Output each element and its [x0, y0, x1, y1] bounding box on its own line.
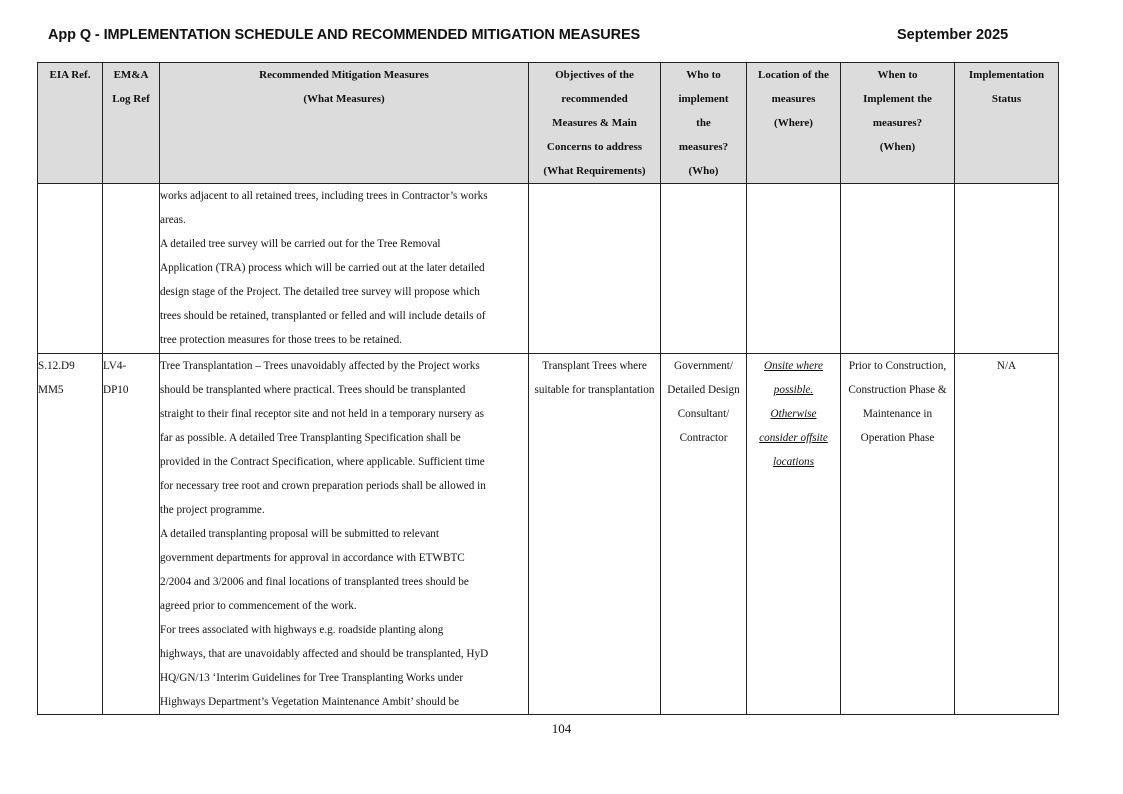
- header-objectives: [529, 63, 661, 184]
- text-line: Location of the: [758, 69, 829, 81]
- cell-log-ref: [103, 184, 160, 354]
- cell-eia-ref: [38, 354, 103, 715]
- text-line: possible.: [773, 384, 814, 396]
- text-line: EIA Ref.: [49, 69, 91, 81]
- header-where: [747, 63, 841, 184]
- text-line: (Where): [774, 117, 813, 129]
- page-number: 104: [551, 721, 572, 736]
- text-line: provided in the Contract Specification, where applicable. Sufficient time: [160, 456, 485, 468]
- text-line: Otherwise: [770, 408, 817, 420]
- text-line: (Who): [688, 165, 719, 177]
- table-row: [38, 354, 1059, 715]
- header-ema-log-ref: [103, 63, 160, 184]
- mitigation-schedule-table: [37, 62, 1059, 715]
- text-line: EM&A: [113, 69, 149, 81]
- text-line: For trees associated with highways e.g. roadside planting along: [160, 624, 444, 636]
- text-line: should be transplanted where practical. Trees should be transplanted: [160, 384, 466, 396]
- text-line: 2/2004 and 3/2006 and final locations of transplanted trees should be: [160, 576, 469, 588]
- header-implementation-status: [955, 63, 1059, 184]
- text-line: measures: [771, 93, 816, 105]
- text-line: far as possible. A detailed Tree Transplanting Specification shall be: [160, 432, 461, 444]
- text-line: trees should be retained, transplanted or felled and will include details of: [160, 310, 486, 322]
- text-line: A detailed transplanting proposal will be submitted to relevant: [160, 528, 440, 540]
- text-line: MM5: [38, 384, 64, 396]
- text-line: measures?: [872, 117, 923, 129]
- text-line: Implementation: [968, 69, 1045, 81]
- text-line: for necessary tree root and crown preparation periods shall be allowed in: [160, 480, 486, 492]
- text-line: (What Requirements): [543, 165, 646, 177]
- text-line: straight to their final receptor site and not held in a temporary nursery as: [160, 408, 485, 420]
- header-when: [841, 63, 955, 184]
- text-line: Concerns to address: [546, 141, 643, 153]
- cell-where: [747, 184, 841, 354]
- text-line: (When): [879, 141, 916, 153]
- text-line: areas.: [160, 214, 186, 226]
- text-line: Operation Phase: [860, 432, 935, 444]
- text-line: recommended: [561, 93, 628, 105]
- text-line: agreed prior to commencement of the work.: [160, 600, 357, 612]
- text-line: Detailed Design: [667, 384, 740, 396]
- text-line: When to: [877, 69, 918, 81]
- text-line: Application (TRA) process which will be carried out at the later detailed: [160, 262, 485, 274]
- cell-objectives: [529, 354, 661, 715]
- text-line: Status: [991, 93, 1022, 105]
- text-line: Objectives of the: [555, 69, 634, 81]
- header-eia-ref: [38, 63, 103, 184]
- header-who: [661, 63, 747, 184]
- table-header-row: [38, 63, 1059, 184]
- text-line: Transplant Trees where: [542, 360, 647, 372]
- cell-objectives: [529, 184, 661, 354]
- text-line: HQ/GN/13 ‘Interim Guidelines for Tree Transplanting Works under: [160, 672, 464, 684]
- header-mitigation-measures: [160, 63, 529, 184]
- text-line: Measures & Main: [552, 117, 637, 129]
- table-row: [38, 184, 1059, 354]
- text-line: (What Measures): [303, 93, 385, 105]
- cell-status: [955, 354, 1059, 715]
- text-line: highways, that are unavoidably affected and should be transplanted, HyD: [160, 648, 489, 660]
- text-line: tree protection measures for those trees to be retained.: [160, 334, 402, 346]
- text-line: Prior to Construction,: [848, 360, 947, 372]
- cell-where: [747, 354, 841, 715]
- text-line: S.12.D9: [38, 360, 75, 372]
- document-date: September 2025: [897, 27, 1009, 43]
- cell-who: [661, 354, 747, 715]
- text-line: implement: [678, 93, 729, 105]
- text-line: design stage of the Project. The detailed tree survey will propose which: [160, 286, 480, 298]
- text-line: locations: [772, 456, 815, 468]
- text-line: measures?: [678, 141, 729, 153]
- document-title: App Q - IMPLEMENTATION SCHEDULE AND RECOMMENDED MITIGATION MEASURES: [48, 27, 641, 43]
- text-line: A detailed tree survey will be carried out for the Tree Removal: [160, 238, 441, 250]
- text-line: Construction Phase &: [848, 384, 947, 396]
- text-line: consider offsite: [759, 432, 828, 444]
- text-line: the project programme.: [160, 504, 265, 516]
- cell-measures: [160, 354, 529, 715]
- text-line: Contractor: [679, 432, 728, 444]
- text-line: Onsite where: [764, 360, 823, 372]
- text-line: Recommended Mitigation Measures: [259, 69, 429, 81]
- text-line: Tree Transplantation – Trees unavoidably affected by the Project works: [160, 360, 480, 372]
- text-line: Who to: [686, 69, 721, 81]
- text-line: N/A: [996, 360, 1017, 372]
- text-line: Highways Department’s Vegetation Maintenance Ambit’ should be: [160, 696, 460, 708]
- cell-eia-ref: [38, 184, 103, 354]
- text-line: the: [696, 117, 711, 129]
- text-line: Maintenance in: [862, 408, 933, 420]
- text-line: Government/: [673, 360, 734, 372]
- cell-when: [841, 354, 955, 715]
- cell-when: [841, 184, 955, 354]
- text-line: LV4-: [103, 360, 127, 372]
- text-line: DP10: [103, 384, 129, 396]
- text-line: suitable for transplantation: [534, 384, 655, 396]
- cell-measures: [160, 184, 529, 354]
- cell-who: [661, 184, 747, 354]
- text-line: Log Ref: [112, 93, 150, 105]
- text-line: government departments for approval in accordance with ETWBTC: [160, 552, 465, 564]
- text-line: Implement the: [863, 93, 932, 105]
- cell-status: [955, 184, 1059, 354]
- cell-log-ref: [103, 354, 160, 715]
- text-line: Consultant/: [677, 408, 730, 420]
- text-line: works adjacent to all retained trees, including trees in Contractor’s works: [160, 190, 488, 202]
